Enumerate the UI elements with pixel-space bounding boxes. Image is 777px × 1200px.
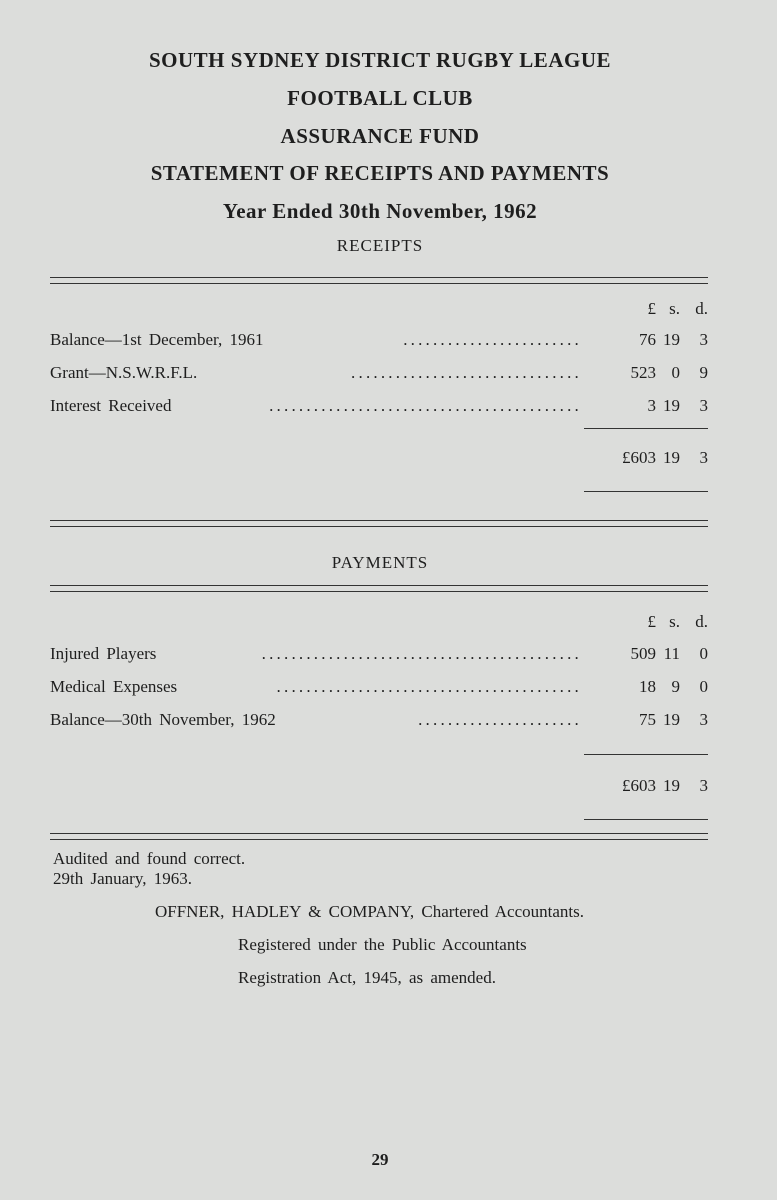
- pound-column-header: £: [647, 299, 656, 318]
- payments-heading: PAYMENTS: [331, 553, 429, 572]
- club-name-line2: FOOTBALL CLUB: [287, 86, 473, 110]
- receipt-pounds: 3: [647, 396, 656, 415]
- receipt-shillings: 19: [663, 330, 680, 349]
- payment-pounds: 75: [639, 710, 656, 729]
- payment-row: [50, 710, 710, 734]
- payment-pence: 0: [699, 677, 708, 696]
- leader-dots: ........................: [403, 330, 582, 349]
- receipts-double-rule: [50, 277, 708, 284]
- subtotal-rule: [584, 754, 708, 755]
- payment-label: Injured Players: [50, 644, 157, 663]
- receipt-row: [50, 330, 710, 354]
- receipt-pounds: 76: [639, 330, 656, 349]
- page-number: 29: [371, 1150, 389, 1169]
- receipts-total-shillings: 19: [663, 448, 680, 467]
- section-double-rule: [50, 833, 708, 840]
- receipts-total-pounds: £603: [622, 448, 656, 467]
- payment-label: Medical Expenses: [50, 677, 178, 696]
- payment-shillings: 11: [663, 644, 680, 663]
- leader-dots: ...............................: [351, 363, 582, 382]
- pence-column-header: d.: [695, 612, 708, 631]
- receipt-pounds: 523: [630, 363, 656, 382]
- receipt-pence: 3: [699, 330, 708, 349]
- payment-pounds: 509: [630, 644, 656, 663]
- total-rule: [584, 819, 708, 820]
- leader-dots: .........................................: [276, 677, 582, 696]
- pound-column-header: £: [647, 612, 656, 631]
- section-double-rule: [50, 520, 708, 527]
- receipt-label: Balance—1st December, 1961: [50, 330, 264, 349]
- club-name-line1: SOUTH SYDNEY DISTRICT RUGBY LEAGUE: [149, 48, 611, 72]
- payment-shillings: 9: [671, 677, 680, 696]
- receipt-label: Interest Received: [50, 396, 172, 415]
- payment-row: [50, 644, 710, 668]
- receipt-label: Grant—N.S.W.R.F.L.: [50, 363, 198, 382]
- receipt-pence: 3: [699, 396, 708, 415]
- leader-dots: ..........................................: [269, 396, 582, 415]
- receipt-shillings: 19: [663, 396, 680, 415]
- receipts-total-pence: 3: [699, 448, 708, 467]
- leader-dots: ...........................................: [261, 644, 582, 663]
- receipt-row: [50, 363, 710, 387]
- receipt-pence: 9: [699, 363, 708, 382]
- payment-pounds: 18: [639, 677, 656, 696]
- auditor-firm: OFFNER, HADLEY & COMPANY, Chartered Accountants.: [155, 902, 584, 921]
- payments-total-pounds: £603: [622, 776, 656, 795]
- payments-double-rule: [50, 585, 708, 592]
- receipts-total-row: [50, 448, 710, 472]
- statement-title: STATEMENT OF RECEIPTS AND PAYMENTS: [150, 161, 610, 185]
- payment-row: [50, 677, 710, 701]
- payment-pence: 0: [699, 644, 708, 663]
- pence-column-header: d.: [695, 299, 708, 318]
- subtotal-rule: [584, 428, 708, 429]
- payments-column-headers: [50, 612, 710, 636]
- period-heading: Year Ended 30th November, 1962: [222, 199, 538, 223]
- payments-total-row: [50, 776, 710, 800]
- payment-shillings: 19: [663, 710, 680, 729]
- payment-label: Balance—30th November, 1962: [50, 710, 276, 729]
- payments-total-shillings: 19: [663, 776, 680, 795]
- shillings-column-header: s.: [669, 299, 680, 318]
- receipt-row: [50, 396, 710, 420]
- leader-dots: ......................: [418, 710, 582, 729]
- fund-name: ASSURANCE FUND: [280, 124, 480, 148]
- receipts-column-headers: [50, 299, 710, 323]
- receipt-shillings: 0: [671, 363, 680, 382]
- payment-pence: 3: [699, 710, 708, 729]
- shillings-column-header: s.: [669, 612, 680, 631]
- payments-total-pence: 3: [699, 776, 708, 795]
- receipts-heading: RECEIPTS: [336, 236, 424, 255]
- registration-line1: Registered under the Public Accountants: [238, 935, 527, 954]
- total-rule: [584, 491, 708, 492]
- audit-statement: Audited and found correct.: [53, 849, 246, 868]
- audit-date: 29th January, 1963.: [53, 869, 192, 888]
- registration-line2: Registration Act, 1945, as amended.: [238, 968, 496, 987]
